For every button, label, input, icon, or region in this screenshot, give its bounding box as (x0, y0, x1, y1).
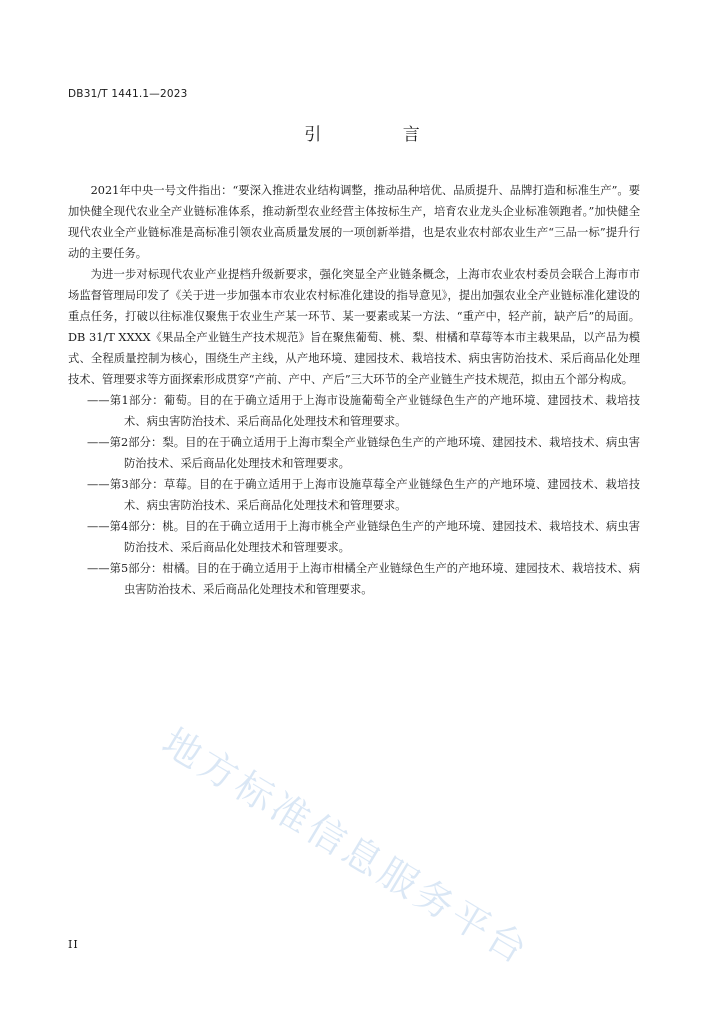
page-number: II (68, 938, 79, 951)
parts-list (68, 390, 640, 600)
part-item-4: ——第4部分：桃。目的在于确立适用于上海市桃全产业链绿色生产的产地环境、建园技术、栽培技术、病虫害防治技术、采后商品化处理技术和管理要求。 (87, 520, 640, 554)
part-item-2: ——第2部分：梨。目的在于确立适用于上海市梨全产业链绿色生产的产地环境、建园技术、栽培技术、病虫害防治技术、采后商品化处理技术和管理要求。 (87, 436, 640, 470)
part-item-1: ——第1部分：葡萄。目的在于确立适用于上海市设施葡萄全产业链绿色生产的产地环境、建园技术、栽培技术、病虫害防治技术、采后商品化处理技术和管理要求。 (87, 394, 640, 428)
document-code: DB31/T 1441.1—2023 (68, 88, 188, 100)
intro-paragraph-2: 为进一步对标现代农业产业提档升级新要求，强化突显全产业链条概念，上海市农业农村委员会联合上海市市场监督管理局印发了《关于进一步加强本市农业农村标准化建设的指导意见》，提出加强农业全产业链标准化建设的重点任务，打破以往标准仅聚焦于农业生产某一环节、某一要素或某一方法、“重产中，轻产前，缺产后”的局面。DB 31/T XXXX《果品全产业链生产技术规范》旨在聚焦葡萄、桃、梨、柑橘和草莓等本市主栽果品，以产品为模式、全程质量控制为核心，围绕生产主线，从产地环境、建园技术、栽培技术、病虫害防治技术、采后商品化处理技术、管理要求等方面探索形成贯穿“产前、产中、产后”三大环节的全产业链生产技术规范，拟由五个部分构成。 (68, 268, 640, 386)
intro-paragraph-1: 2021年中央一号文件指出：“要深入推进农业结构调整，推动品种培优、品质提升、品牌打造和标准生产”。要加快健全现代农业全产业链标准体系，推动新型农业经营主体按标生产，培育农业龙头企业标准领跑者。”加快健全现代农业全产业链标准是高标准引领农业高质量发展的一项创新举措，也是农业农村部农业生产“三品一标”提升行动的主要任务。 (68, 184, 640, 260)
section-title: 引 言 (304, 125, 458, 145)
document-body (68, 180, 640, 600)
part-item-5: ——第5部分：柑橘。目的在于确立适用于上海市柑橘全产业链绿色生产的产地环境、建园技术、栽培技术、病虫害防治技术、采后商品化处理技术和管理要求。 (87, 562, 640, 596)
part-item-3: ——第3部分：草莓。目的在于确立适用于上海市设施草莓全产业链绿色生产的产地环境、建园技术、栽培技术、病虫害防治技术、采后商品化处理技术和管理要求。 (87, 478, 640, 512)
watermark: 地方标准信息服务平台 (154, 719, 538, 974)
